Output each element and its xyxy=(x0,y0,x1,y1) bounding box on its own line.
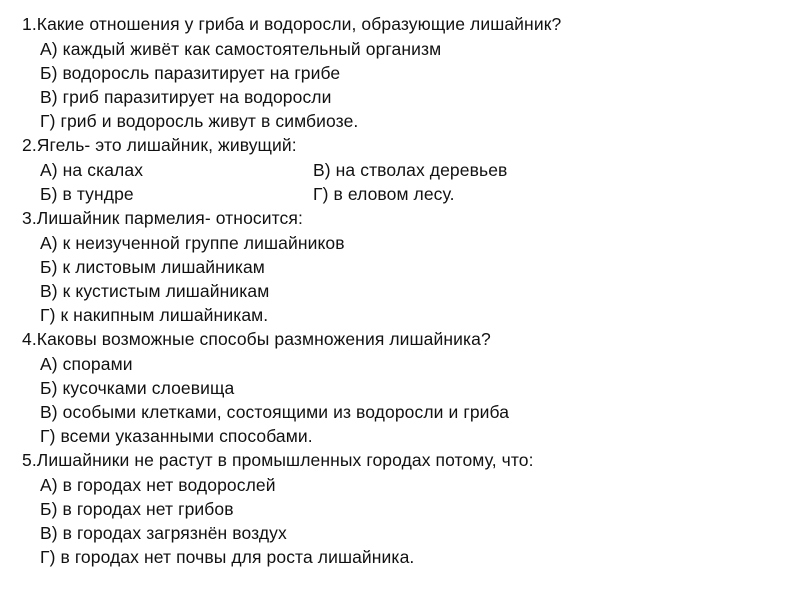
q5-option-d: Г) в городах нет почвы для роста лишайника. xyxy=(40,547,415,567)
q1-option-b: Б) водоросль паразитирует на грибе xyxy=(40,63,341,83)
q4-option-c: В) особыми клетками, состоящими из водоросли и гриба xyxy=(40,402,510,422)
q4-option-b: Б) кусочками слоевища xyxy=(40,378,235,398)
q5-option-a: А) в городах нет водорослей xyxy=(40,475,276,495)
q5-option-b: Б) в городах нет грибов xyxy=(40,499,234,519)
q2-option-c: В) на стволах деревьев xyxy=(313,160,508,180)
q2-option-a: А) на скалах xyxy=(40,160,144,180)
q3-option-d: Г) к накипным лишайникам. xyxy=(40,305,269,325)
q3-option-c: В) к кустистым лишайникам xyxy=(40,281,270,301)
question-2: 2.Ягель- это лишайник, живущий: xyxy=(22,135,297,155)
q5-option-c: В) в городах загрязнён воздух xyxy=(40,523,287,543)
question-4: 4.Каковы возможные способы размножения лишайника? xyxy=(22,329,491,349)
q2-option-d: Г) в еловом лесу. xyxy=(313,184,455,204)
question-3: 3.Лишайник пармелия- относится: xyxy=(22,208,303,228)
q1-option-d: Г) гриб и водоросль живут в симбиозе. xyxy=(40,111,359,131)
question-1: 1.Какие отношения у гриба и водоросли, образующие лишайник? xyxy=(22,14,562,34)
q4-option-d: Г) всеми указанными способами. xyxy=(40,426,313,446)
question-5: 5.Лишайники не растут в промышленных городах потому, что: xyxy=(22,450,534,470)
q2-option-b: Б) в тундре xyxy=(40,184,134,204)
q4-option-a: А) спорами xyxy=(40,354,133,374)
q3-option-a: А) к неизученной группе лишайников xyxy=(40,233,345,253)
q1-option-a: А) каждый живёт как самостоятельный организм xyxy=(40,39,442,59)
q3-option-b: Б) к листовым лишайникам xyxy=(40,257,265,277)
q1-option-c: В) гриб паразитирует на водоросли xyxy=(40,87,332,107)
